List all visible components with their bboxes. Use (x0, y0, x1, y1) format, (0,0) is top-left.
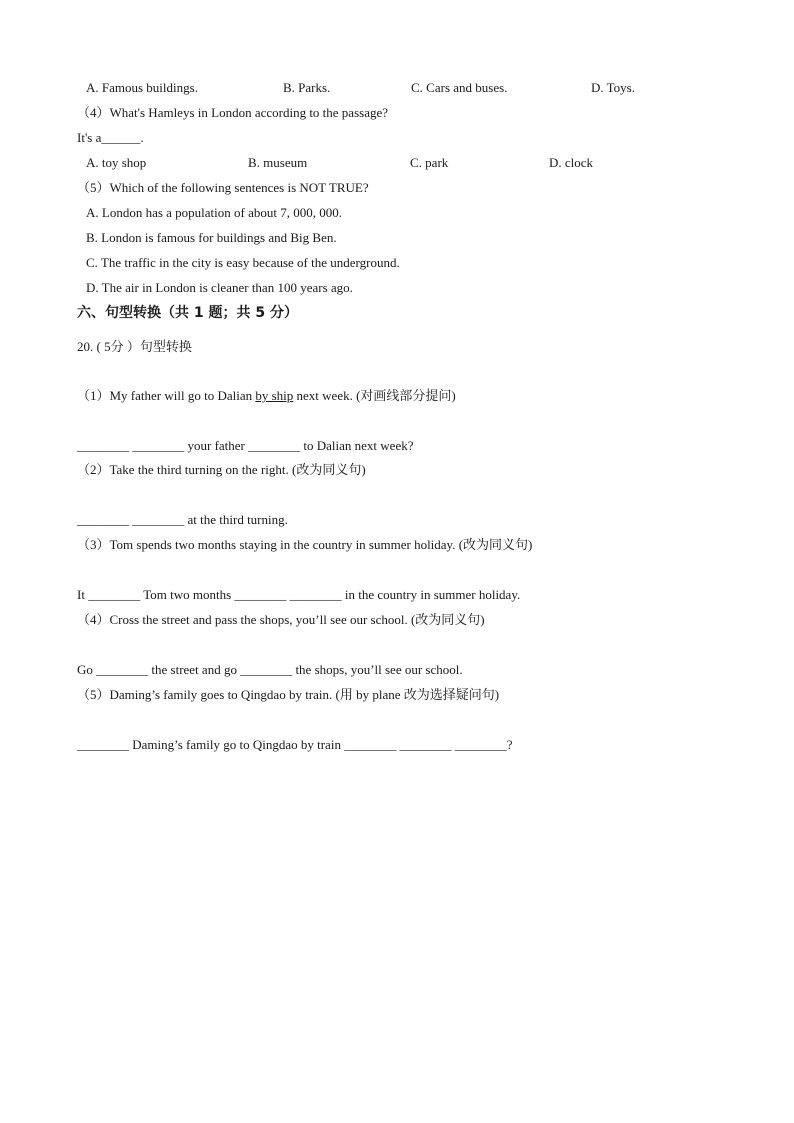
q4-option-a: A. toy shop (86, 155, 147, 170)
q4-stem: It's a______. (77, 130, 144, 145)
q3-option-b: B. Parks. (283, 80, 331, 95)
transform-item-5-prompt: （5）Daming’s family goes to Qingdao by train. (用 by plane 改为选择疑问句) (77, 687, 500, 702)
transform-item-3-prompt: （3）Tom spends two months staying in the country in summer holiday. (改为同义句) (77, 537, 533, 552)
q4-option-c: C. park (410, 155, 449, 170)
q5-option-b: B. London is famous for buildings and Big Ben. (86, 230, 337, 245)
q4-option-d: D. clock (549, 155, 594, 170)
q3-option-c: C. Cars and buses. (411, 80, 508, 95)
q5-question: （5）Which of the following sentences is NOT TRUE? (77, 180, 369, 195)
q3-option-a: A. Famous buildings. (86, 80, 198, 95)
transform-item-2-answer: ________ ________ at the third turning. (77, 512, 288, 527)
transform-item-1-answer: ________ ________ your father ________ to Dalian next week? (77, 438, 414, 453)
transform-item-4-answer: Go ________ the street and go ________ the shops, you’ll see our school. (77, 662, 463, 677)
q5-option-d: D. The air in London is cleaner than 100 years ago. (86, 280, 353, 295)
question-20-header: 20. ( 5分 ）句型转换 (77, 339, 192, 354)
transform-item-1-text-pre: （1）My father will go to Dalian (77, 388, 256, 403)
q3-option-d: D. Toys. (591, 80, 635, 95)
transform-item-1-underlined: by ship (255, 388, 294, 403)
transform-item-1-text-post: next week. (对画线部分提问) (293, 388, 456, 403)
section-title: 六、句型转换（共 1 题；共 5 分） (77, 305, 298, 321)
transform-item-3-answer: It ________ Tom two months ________ ________ in the country in summer holiday. (77, 587, 521, 602)
transform-item-5-answer: ________ Daming’s family go to Qingdao by train ________ ________ ________? (77, 737, 513, 752)
q5-option-a: A. London has a population of about 7, 000, 000. (86, 205, 342, 220)
q4-question: （4）What's Hamleys in London according to the passage? (77, 105, 389, 120)
q5-option-c: C. The traffic in the city is easy because of the underground. (86, 255, 400, 270)
transform-item-4-prompt: （4）Cross the street and pass the shops, you’ll see our school. (改为同义句) (77, 612, 485, 627)
q4-option-b: B. museum (248, 155, 308, 170)
transform-item-1-prompt (77, 388, 456, 404)
transform-item-2-prompt: （2）Take the third turning on the right. (改为同义句) (77, 462, 366, 477)
